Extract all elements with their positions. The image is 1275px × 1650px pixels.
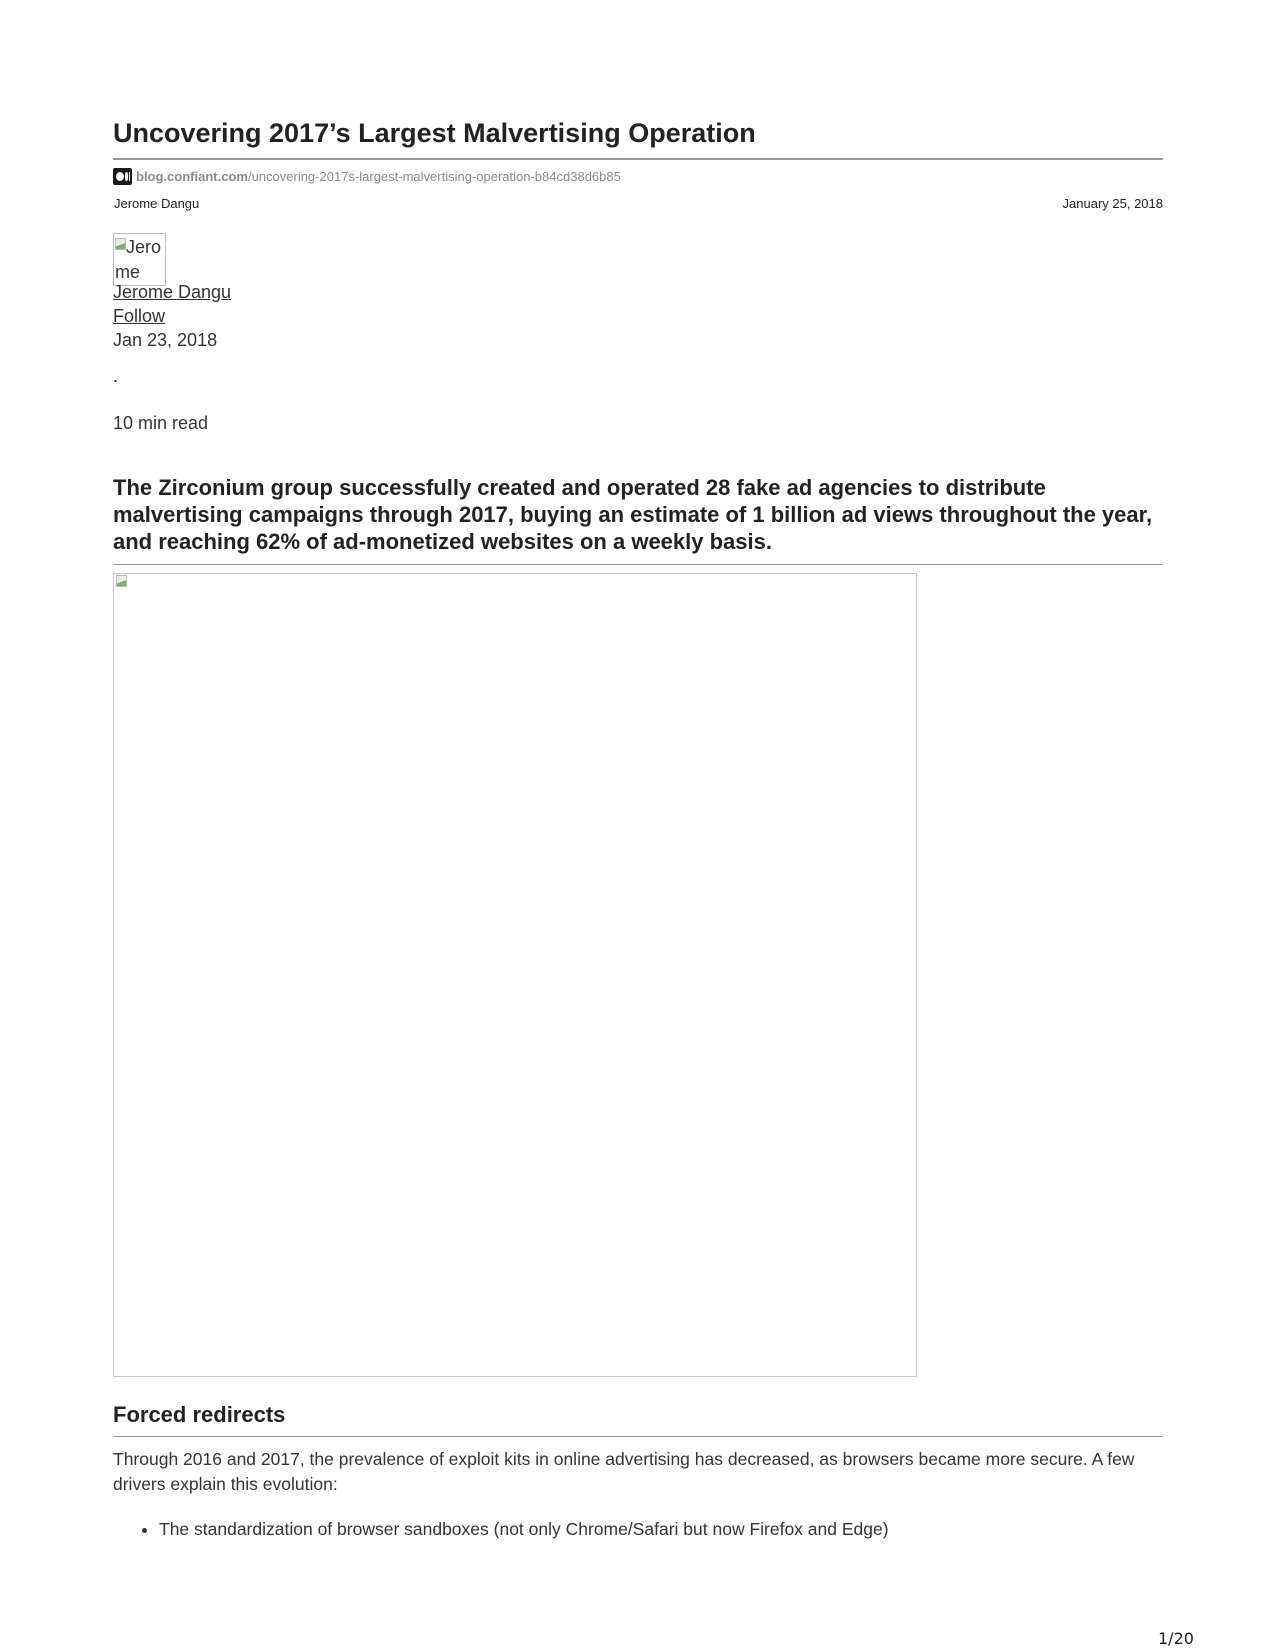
byline-date: January 25, 2018 — [1062, 196, 1163, 211]
list-item: • The standardization of browser sandboxes (not only Chrome/Safari but now Firefox and Edge) — [159, 1517, 1209, 1542]
lead-divider — [113, 564, 1163, 565]
author-avatar — [113, 233, 166, 286]
author-name-link[interactable]: Jerome Dangu — [113, 282, 232, 302]
section-heading: Forced redirects — [113, 1402, 286, 1427]
hero-image-placeholder — [113, 573, 917, 1377]
section-paragraph: Through 2016 and 2017, the prevalence of exploit kits in online advertising has decreased, as browsers became more secure. A few drivers explain this evolution: — [113, 1449, 1135, 1494]
page-number: 1/20 — [1158, 1629, 1194, 1648]
meta-separator: . — [113, 366, 119, 386]
title-divider — [113, 158, 1163, 160]
follow-link[interactable]: Follow — [113, 306, 166, 326]
broken-image-icon — [116, 575, 127, 587]
document-page — [113, 0, 1163, 1650]
broken-image-icon — [115, 238, 126, 250]
read-time: 10 min read — [113, 413, 209, 433]
avatar-alt-text: Jerome — [115, 237, 162, 282]
section-divider — [113, 1436, 1163, 1437]
medium-logo-icon — [113, 168, 132, 185]
published-date: Jan 23, 2018 — [113, 330, 218, 350]
byline-author: Jerome Dangu — [114, 196, 200, 211]
source-path: /uncovering-2017s-largest-malvertising-operation-b84cd38d6b85 — [247, 168, 621, 184]
article-title: Uncovering 2017’s Largest Malvertising Operation — [113, 118, 756, 148]
article-lead: The Zirconium group successfully created and operated 28 fake ad agencies to distribute malvertising campaigns through 2017, buying an estimate of 1 billion ad views throughout the year, and reaching 62% of ad-monetized websites on a weekly basis. — [113, 475, 1153, 554]
source-domain: blog.confiant.com — [136, 168, 248, 184]
source-url[interactable] — [113, 167, 621, 185]
bullet-list — [113, 1517, 1209, 1542]
